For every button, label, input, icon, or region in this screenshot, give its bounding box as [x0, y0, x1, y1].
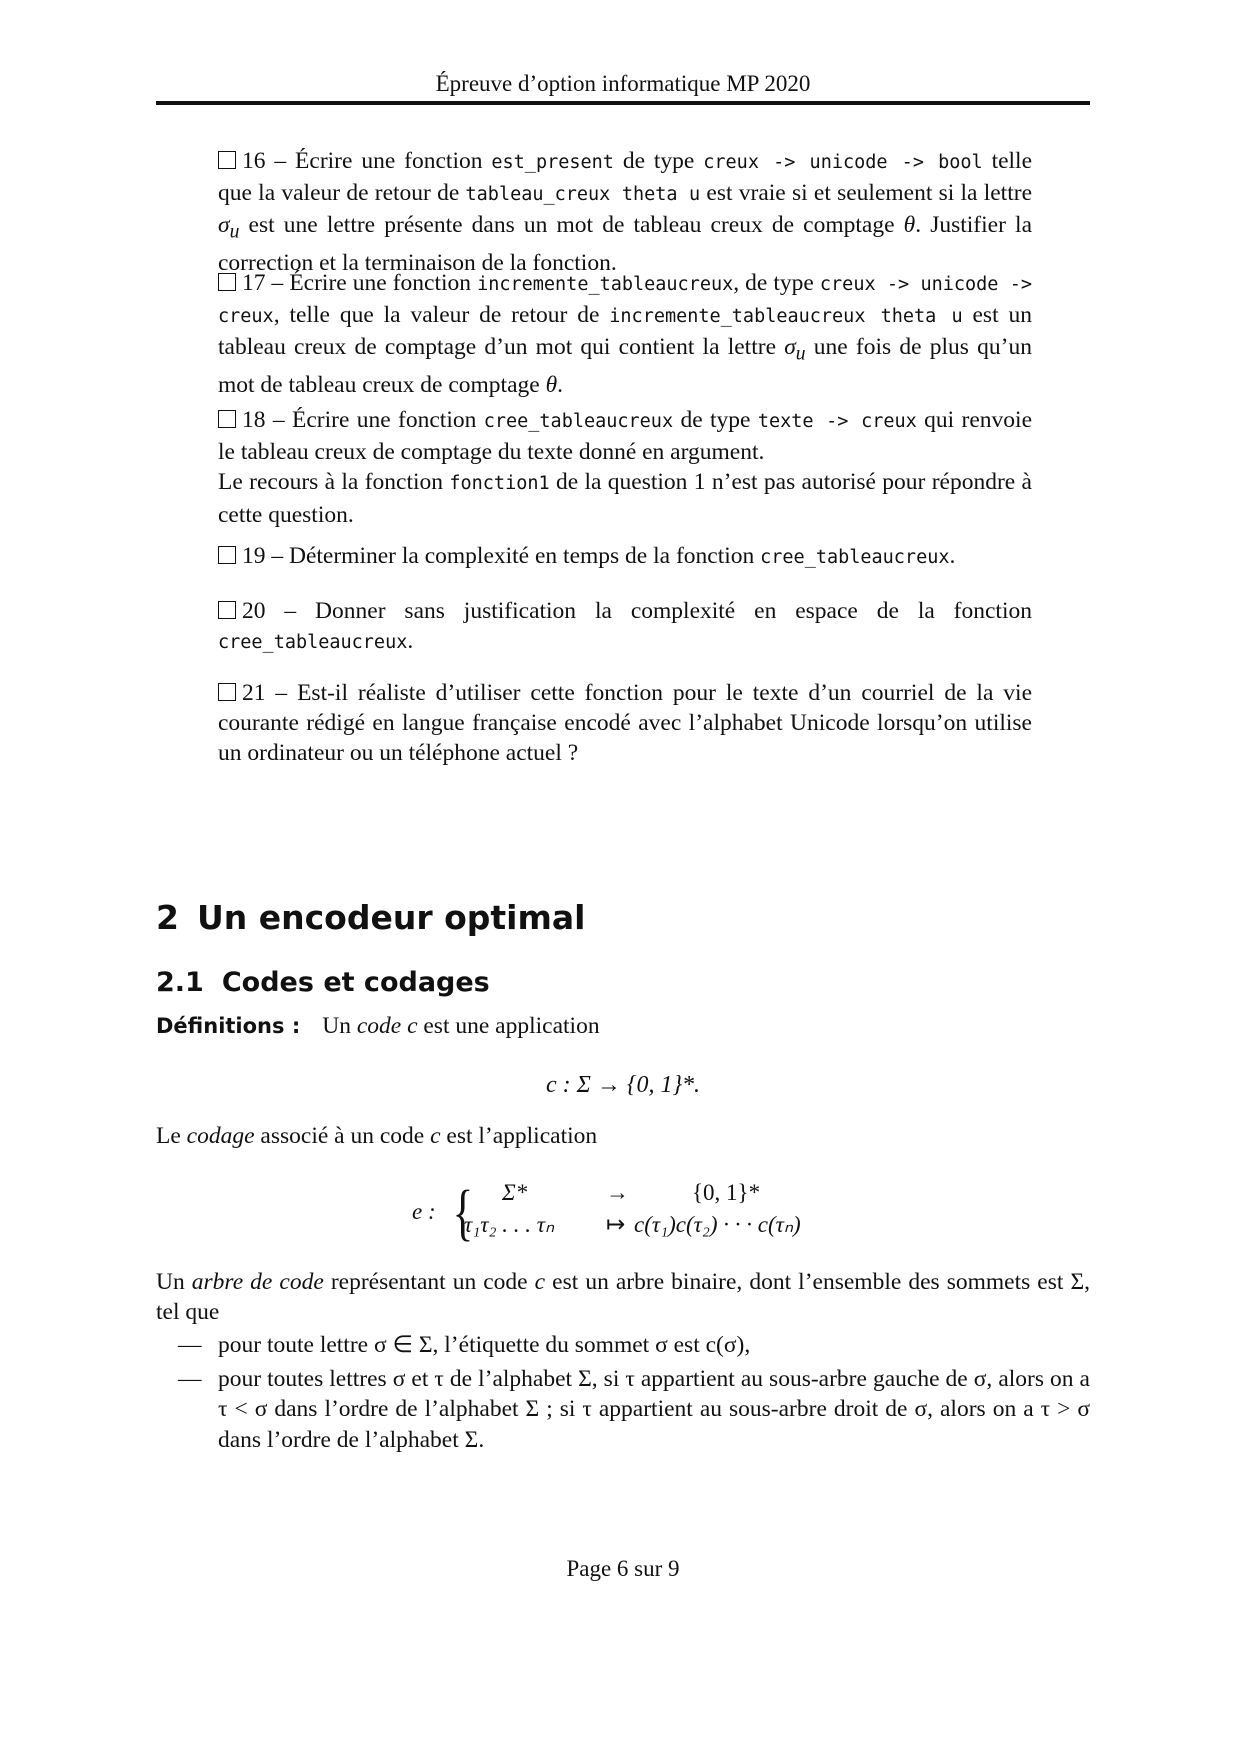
piecewise-label: e : [412, 1199, 436, 1224]
code-fragment: creux -> unicode -> creux [218, 274, 1033, 328]
question-checkbox-icon [218, 410, 236, 428]
subsection-number: 2.1 [156, 967, 204, 998]
header-rule [156, 101, 1090, 105]
code-fragment: cree_tableaucreux [218, 632, 408, 654]
question-number: 18 [242, 407, 266, 433]
row2-arrow: ↦ [606, 1212, 626, 1237]
definitions-intro [156, 1011, 1090, 1041]
code-fragment: cree_tableaucreux [483, 411, 674, 432]
list-item [156, 1364, 1090, 1455]
text-fragment: est un arbre binaire, dont l’ensemble des sommets est Σ, tel que [156, 1269, 1091, 1326]
page-footer: Page 6 sur 9 [566, 1556, 680, 1581]
emphasis-text: codage [186, 1123, 255, 1149]
code-fragment: incremente_tableaucreux theta u [609, 306, 963, 328]
code-fragment: cree_tableaucreux [760, 547, 950, 568]
code-fragment: creux -> unicode -> bool [703, 152, 983, 173]
text-fragment: – Donner sans justification la complexité en espace de la fonction [265, 598, 1032, 624]
section-heading [156, 898, 585, 938]
question-checkbox-icon [218, 601, 236, 619]
math-symbol: θ [903, 212, 916, 239]
text-fragment: de type [673, 407, 758, 433]
tree-intro [156, 1267, 1090, 1327]
code-map-text: c : Σ → {0, 1}*. [545, 1072, 701, 1098]
text-fragment: . [557, 372, 563, 399]
row1-arrow: → [606, 1180, 629, 1205]
text-fragment: une fois de plus qu’un mot de tableau creux de comptage [218, 334, 1032, 399]
text-fragment: de type [613, 148, 704, 174]
subsection-heading [156, 966, 490, 1000]
text-fragment: – Écrire une fonction [265, 270, 478, 296]
code-fragment: fonction1 [449, 473, 550, 495]
dash-bullet: — [178, 1332, 202, 1358]
section-title: Un encodeur optimal [196, 898, 586, 937]
list-item-text: pour toutes lettres σ et τ de l’alphabet Σ, si τ appartient au sous-arbre gauche de σ, alors on a τ < σ dans l’ordre de l’alphabet Σ ; si τ appartient au sous-arbre droit de σ, alors on a τ > σ dans l’ordre de l’alphabet Σ. [218, 1366, 1090, 1453]
code-fragment: tableau_creux theta u [465, 184, 701, 206]
text-fragment: qui renvoie le tableau creux de comptage du texte donné en argument. [218, 407, 1032, 466]
text-fragment: . [407, 628, 414, 655]
question-number: 21 [242, 680, 266, 706]
math-symbol: θ [545, 372, 558, 399]
question-17 [218, 268, 1032, 401]
text-fragment: , de type [733, 270, 820, 296]
definitions-label: Définitions : [156, 1014, 301, 1038]
question-checkbox-icon [218, 683, 236, 701]
text-fragment: est un tableau creux de comptage d’un mot qui contient la lettre [218, 302, 1033, 361]
math-subscript: u [229, 222, 240, 244]
tree-conditions-list [156, 1330, 1090, 1459]
text-fragment: est une lettre présente dans un mot de tableau creux de comptage [239, 212, 904, 239]
question-number: 20 [242, 598, 266, 624]
math-subscript: u [795, 344, 806, 366]
question-19 [218, 541, 1032, 573]
dash-bullet: — [178, 1366, 202, 1393]
text-fragment: telle que la valeur de retour de [218, 148, 1033, 207]
math-symbol: σ [784, 334, 796, 361]
question-number: 17 [242, 270, 266, 296]
subsection-title: Codes et codages [221, 967, 490, 998]
question-checkbox-icon [218, 273, 236, 291]
emphasis-text: c [534, 1269, 546, 1295]
text-fragment: est l’application [440, 1123, 598, 1149]
text-fragment: – Déterminer la complexité en temps de la fonction [265, 543, 761, 569]
text-fragment: de la question 1 n’est pas autorisé pour répondre à cette question. [218, 469, 1032, 528]
text-fragment: . [949, 543, 956, 569]
list-item-text: pour toute lettre σ ∈ Σ, l’étiquette du sommet σ est c(σ), [218, 1332, 751, 1358]
list-item [156, 1330, 1090, 1360]
emphasis-text: code c [356, 1013, 418, 1039]
text-fragment: – Écrire une fonction [265, 148, 492, 174]
text-fragment: représentant un code [323, 1269, 535, 1295]
text-fragment: Le recours à la fonction [218, 469, 450, 496]
text-fragment: . Justifier la correction et la terminaison de la fonction. [218, 212, 1033, 277]
text-fragment: , telle que la valeur de retour de [273, 302, 610, 329]
text-fragment: associé à un code [254, 1123, 431, 1149]
row2-left: τ₁τ₂ . . . τₙ [464, 1212, 555, 1237]
question-20 [218, 596, 1032, 658]
text-fragment: est vraie si et seulement si la lettre [700, 180, 1032, 207]
row1-right: {0, 1}* [692, 1180, 761, 1205]
codage-intro [156, 1121, 1090, 1151]
question-checkbox-icon [218, 546, 236, 564]
definitions-intro-text [322, 1013, 599, 1039]
question-16 [218, 146, 1032, 279]
code-fragment: est_present [491, 152, 614, 173]
code-fragment: texte -> creux [757, 411, 917, 432]
question-number: 16 [242, 148, 266, 174]
text-fragment: Le [156, 1123, 187, 1149]
row2-right: c(τ₁)c(τ₂) · · · c(τₙ) [634, 1212, 801, 1237]
question-checkbox-icon [218, 151, 236, 169]
text-fragment: Un [156, 1269, 192, 1295]
text-fragment: est une application [417, 1013, 600, 1039]
math-symbol: σ [218, 212, 230, 239]
left-brace: { [452, 1179, 474, 1247]
text-fragment: – Écrire une fonction [265, 407, 484, 433]
section-number: 2 [156, 898, 179, 937]
question-number: 19 [242, 543, 266, 569]
page-header: Épreuve d’option informatique MP 2020 [435, 71, 811, 96]
text-fragment: – Est-il réaliste d’utiliser cette fonction pour le texte d’un courriel de la vie courante rédigé en langue française encodé avec l’alphabet Unicode lorsqu’on utilise un ordinateur ou un téléphone actuel ? [218, 680, 1032, 767]
question-21 [218, 678, 1032, 769]
question-18 [218, 405, 1032, 530]
text-fragment: Un [322, 1013, 357, 1039]
emphasis-text: c [430, 1123, 441, 1149]
code-map-formula [156, 1072, 1090, 1099]
code-fragment: incremente_tableaucreux [477, 274, 734, 295]
row1-left: Σ* [502, 1180, 528, 1205]
emphasis-text: arbre de code [191, 1269, 324, 1295]
